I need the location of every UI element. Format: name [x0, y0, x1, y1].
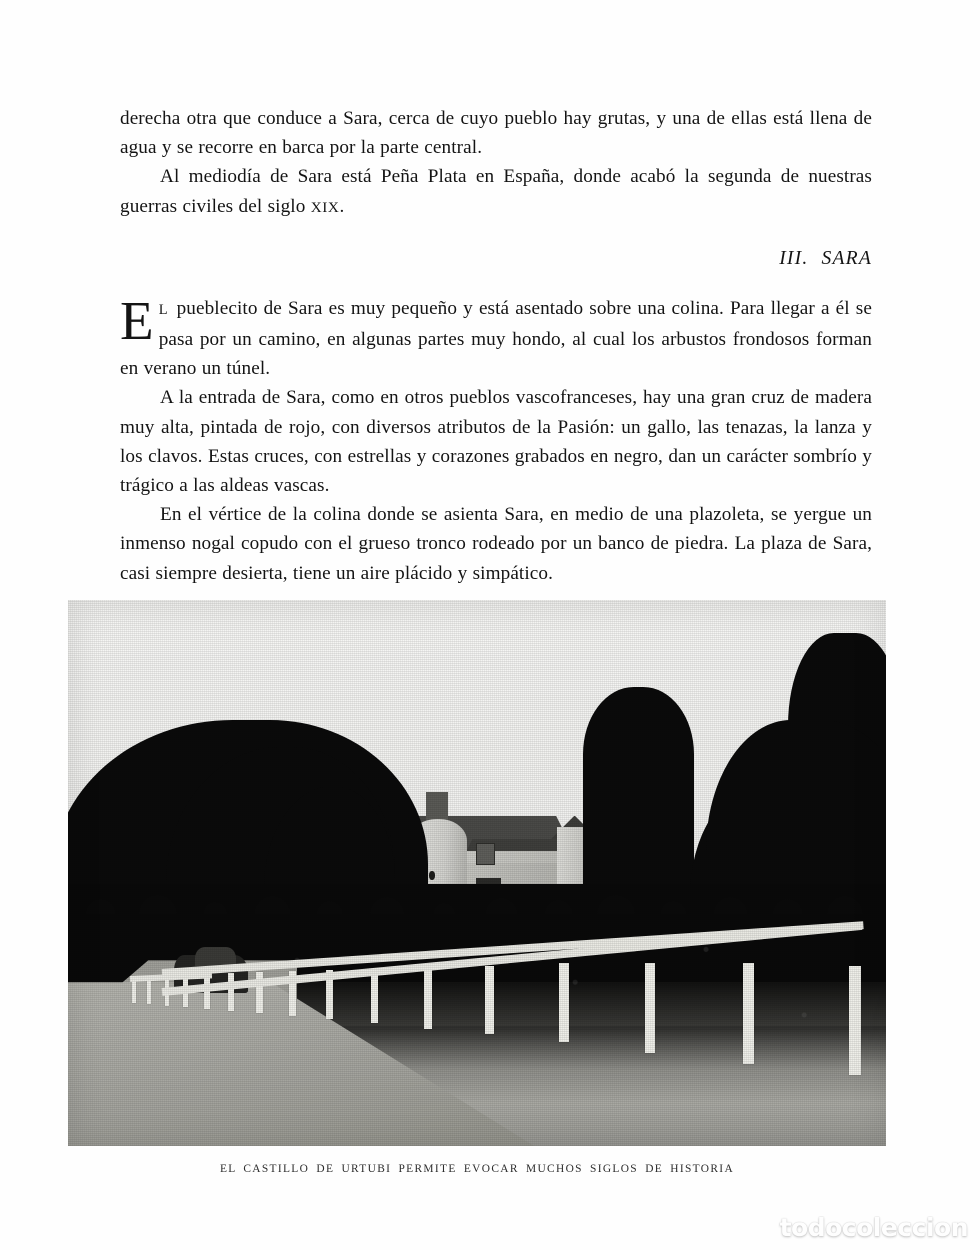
- paragraph-dropcap-text: pueblecito de Sara es muy pequeño y está asentado sobre una colina. Para llegar a él se pasa por un camino, en algunas partes muy hondo, al cual los arbustos frondosos forman en verano un túnel.: [120, 297, 872, 380]
- fence-rail-far-top: [130, 973, 212, 983]
- roman-numeral-smallcaps: XIX: [310, 198, 340, 216]
- drop-cap-letter: E: [120, 289, 154, 351]
- post-and-rail-fence: [68, 600, 886, 1146]
- fence-post: [485, 966, 494, 1034]
- section-title: SARA: [821, 247, 872, 269]
- photograph: [68, 600, 886, 1146]
- fence-post: [559, 963, 569, 1042]
- fence-post: [849, 966, 861, 1075]
- paragraph-plaza: En el vértice de la colina donde se asienta Sara, en medio de una plazoleta, se yergue un inmenso nogal copudo con el grueso tronco rodeado por un banco de piedra. La plaza de Sara, casi siempre desierta, tiene un aire plácido y simpático.: [120, 504, 872, 584]
- paragraph-cruz: A la entrada de Sara, como en otros pueblos vascofranceses, hay una gran cruz de madera muy alta, pintada de rojo, con diversos atributos de la Pasión: un gallo, las tenazas, la lanza y los clavos. Estas cruces, con estrellas y corazones grabados en negro, dan un carácter sombrío y trágico a las aldeas vascas.: [120, 387, 872, 497]
- figure-chateau-urtubi: [68, 600, 886, 1146]
- paragraph-continuation: derecha otra que conduce a Sara, cerca de cuyo pueblo hay grutas, y una de ellas está llena de agua y se recorre en barca por la parte central.: [120, 108, 872, 159]
- paragraph-penaplata-text-end: .: [339, 195, 345, 217]
- fence-post: [371, 969, 379, 1024]
- section-number: III.: [779, 247, 809, 269]
- figure-caption: EL CASTILLO DE URTUBI PERMITE EVOCAR MUCHOS SIGLOS DE HISTORIA: [219, 1163, 735, 1175]
- drop-cap-smallcap-letter: L: [158, 301, 169, 318]
- paragraph-penaplata: [120, 162, 872, 221]
- fence-rail-middle: [162, 921, 863, 995]
- fence-post: [645, 963, 656, 1053]
- fence-post: [228, 973, 234, 1011]
- fence-post: [424, 969, 432, 1029]
- section-heading: [120, 222, 872, 294]
- paragraph-penaplata-text-start: Al mediodía de Sara está Peña Plata en España, donde acabó la segunda de nuestras guerras civiles del siglo: [120, 166, 872, 217]
- fence-rail-top: [162, 921, 864, 977]
- fence-post: [743, 963, 754, 1064]
- todocoleccion-watermark: todocoleccion: [779, 1213, 968, 1242]
- paragraph-dropcap: [120, 289, 872, 384]
- text-column: [120, 104, 872, 588]
